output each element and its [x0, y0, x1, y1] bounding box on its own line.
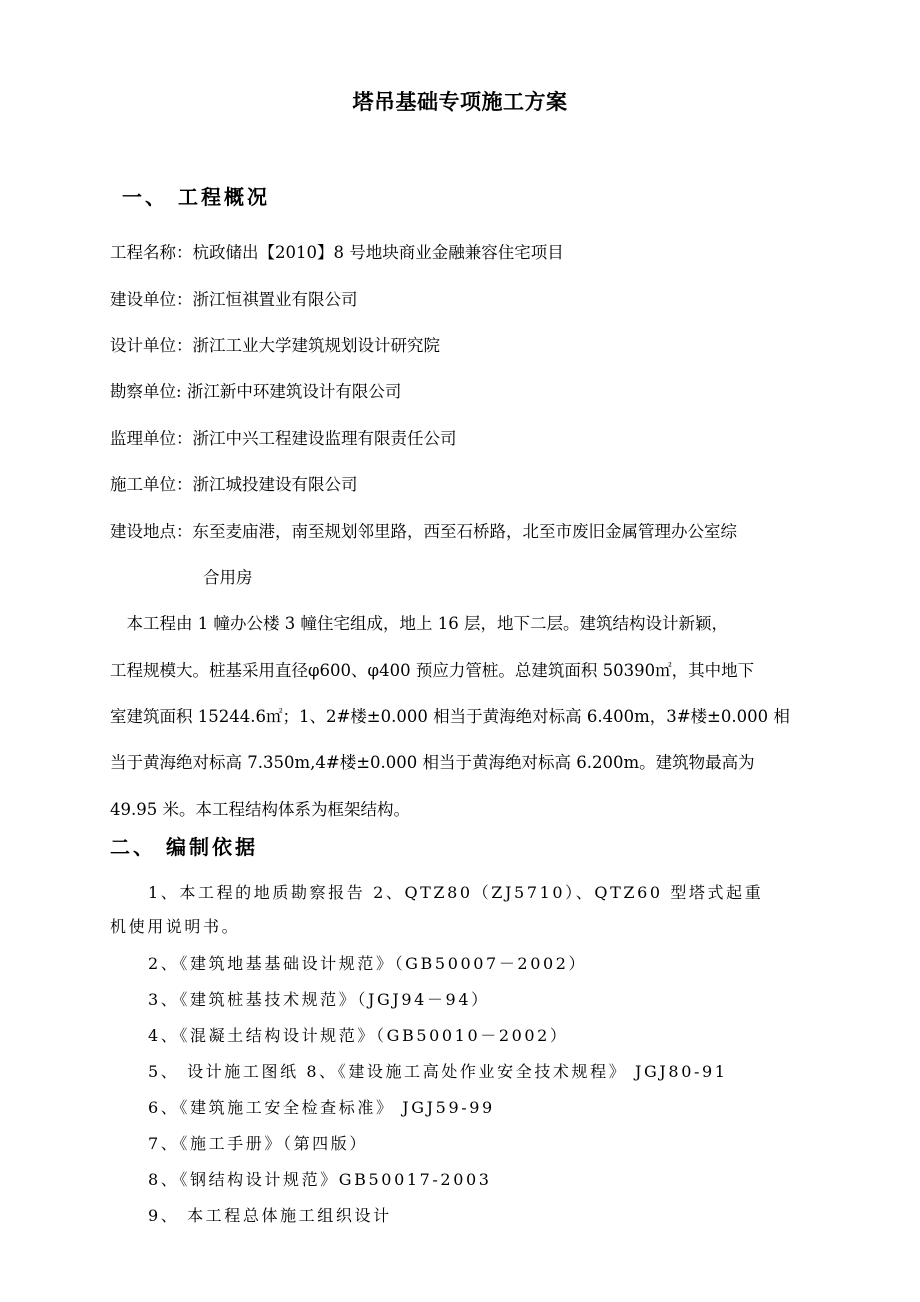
overview-paragraph-line: 工程规模大。桩基采用直径φ600、φ400 预应力管桩。总建筑面积 50390㎡，其中地下 [110, 661, 755, 680]
contractor-value: 浙江城投建设有限公司 [192, 475, 358, 494]
location-row [110, 518, 737, 542]
basis-item: 4、《混凝土结构设计规范》（GB50010－2002） [148, 1026, 569, 1045]
project-name-row [110, 239, 564, 263]
designer-label: 设计单位： [110, 336, 193, 355]
location-value: 东至麦庙港，南至规划邻里路，西至石桥路，北至市废旧金属管理办公室综 [192, 522, 737, 541]
document-title: 塔吊基础专项施工方案 [352, 90, 568, 114]
supervisor-label: 监理单位： [110, 429, 193, 448]
contractor-label: 施工单位： [110, 475, 193, 494]
designer-row [110, 332, 440, 356]
surveyor-row [110, 378, 401, 402]
surveyor-value: 浙江新中环建筑设计有限公司 [186, 382, 402, 401]
overview-paragraph-line: 本工程由 1 幢办公楼 3 幢住宅组成，地上 16 层，地下二层。建筑结构设计新颖， [110, 614, 728, 633]
basis-item: 7、《施工手册》（第四版） [148, 1134, 368, 1153]
section-heading-basis: 二、 编制依据 [110, 835, 258, 859]
basis-item: 5、 设计施工图纸 8、《建设施工高处作业安全技术规程》 JGJ80-91 [148, 1062, 728, 1081]
basis-item: 1、本工程的地质勘察报告 2、QTZ80（ZJ5710）、QTZ60 型塔式起重 [148, 883, 764, 902]
basis-item: 2、《建筑地基基础设计规范》（GB50007－2002） [148, 954, 588, 973]
basis-item-continuation: 机使用说明书。 [110, 917, 241, 936]
basis-item: 9、 本工程总体施工组织设计 [148, 1206, 392, 1225]
surveyor-label: 勘察单位: [110, 382, 187, 401]
project-name-label: 工程名称： [110, 243, 193, 262]
location-continuation: 合用房 [203, 568, 253, 587]
overview-paragraph-line: 室建筑面积 15244.6㎡；1、2#楼±0.000 相当于黄海绝对标高 6.400m，3#楼±0.000 相 [110, 707, 790, 726]
developer-row [110, 286, 358, 310]
section-heading-overview: 一、 工程概况 [122, 185, 270, 209]
basis-item: 3、《建筑桩基技术规范》（JGJ94－94） [148, 990, 490, 1009]
designer-value: 浙江工业大学建筑规划设计研究院 [192, 336, 440, 355]
basis-item: 8、《钢结构设计规范》GB50017-2003 [148, 1170, 492, 1189]
supervisor-value: 浙江中兴工程建设监理有限责任公司 [192, 429, 457, 448]
overview-paragraph-line: 当于黄海绝对标高 7.350m,4#楼±0.000 相当于黄海绝对标高 6.200m。建筑物最高为 [110, 753, 755, 772]
overview-paragraph-line: 49.95 米。本工程结构体系为框架结构。 [110, 800, 410, 819]
location-label: 建设地点： [110, 522, 193, 541]
supervisor-row [110, 425, 457, 449]
basis-item: 6、《建筑施工安全检查标准》 JGJ59-99 [148, 1098, 495, 1117]
project-name-value: 杭政储出【2010】8 号地块商业金融兼容住宅项目 [192, 243, 564, 262]
contractor-row [110, 471, 358, 495]
developer-value: 浙江恒祺置业有限公司 [192, 290, 358, 309]
developer-label: 建设单位： [110, 290, 193, 309]
